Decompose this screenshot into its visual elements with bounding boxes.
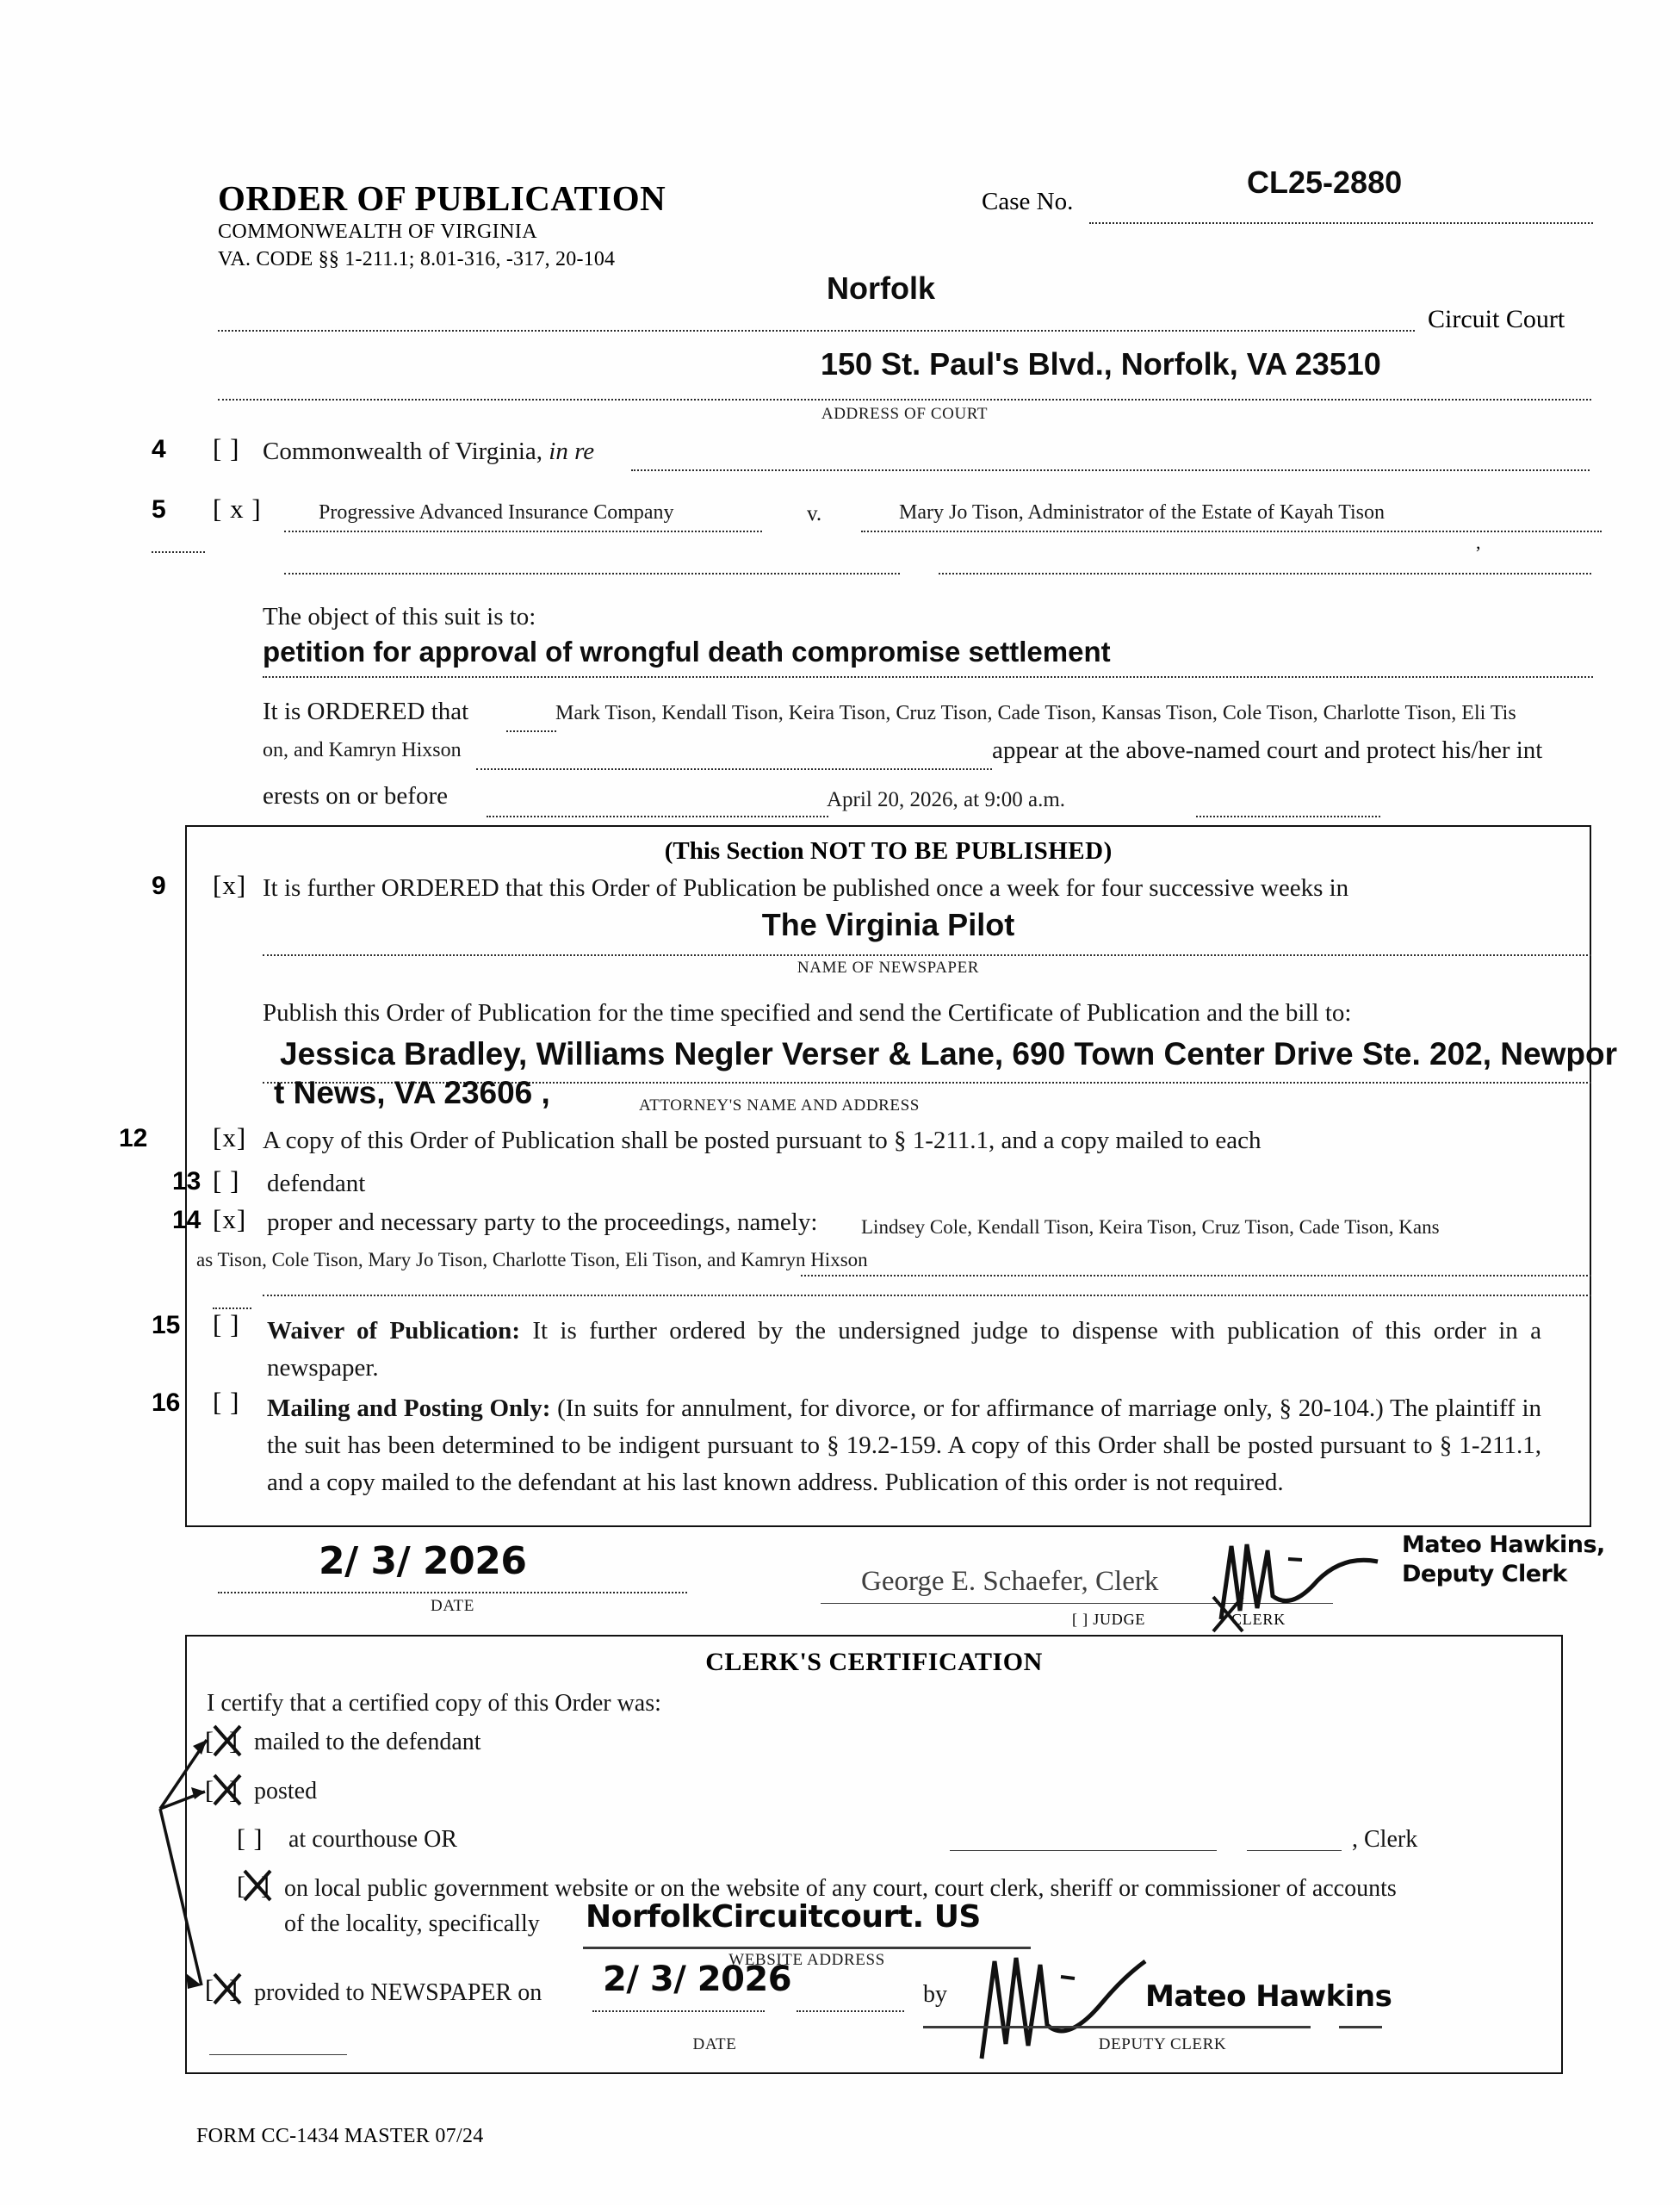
- line-number-12: 12: [119, 1124, 148, 1152]
- commonwealth-label: COMMONWEALTH OF VIRGINIA: [218, 220, 537, 243]
- not-published-heading-part3: ): [1103, 837, 1113, 865]
- website-caption: WEBSITE ADDRESS: [728, 1951, 885, 1969]
- attorney-caption: ATTORNEY'S NAME AND ADDRESS: [639, 1096, 920, 1115]
- order-date-rule: [218, 1592, 687, 1593]
- checkbox-necessary-party[interactable]: [x]: [213, 1204, 247, 1234]
- versus-label: v.: [807, 502, 822, 525]
- line-number-9: 9: [152, 872, 166, 900]
- mailing-posting-paragraph: [267, 1390, 1541, 1501]
- margin-dots-upper: [152, 551, 205, 553]
- address-of-court-caption: ADDRESS OF COURT: [821, 405, 989, 423]
- checkbox-waiver[interactable]: [ ]: [213, 1309, 240, 1339]
- ordered-names-rule: [476, 768, 992, 770]
- ordered-names-line2[interactable]: on, and Kamryn Hixson: [263, 739, 462, 761]
- case-no-label: Case No.: [982, 188, 1074, 215]
- checkbox-publish-order[interactable]: [x]: [213, 870, 247, 900]
- certification-item-mailed: mailed to the defendant: [254, 1729, 481, 1755]
- newspaper-date-rule: [592, 2010, 765, 2012]
- court-name-value[interactable]: Norfolk: [827, 270, 935, 306]
- checkbox-website[interactable]: [ ]: [237, 1872, 270, 1900]
- waiver-text: It is further ordered by the undersigned judge to dispense with publication of this order in a newspaper.: [267, 1317, 1542, 1382]
- plaintiff-value[interactable]: Progressive Advanced Insurance Company: [319, 501, 674, 524]
- newspaper-name-value[interactable]: The Virginia Pilot: [761, 907, 1015, 942]
- line-number-15: 15: [152, 1311, 181, 1339]
- certification-clerk-suffix: , Clerk: [1352, 1826, 1418, 1853]
- commonwealth-text: Commonwealth of Virginia,: [263, 438, 543, 465]
- court-address-rule: [218, 399, 1591, 401]
- checkbox-mailed-brackets[interactable]: [ ]: [205, 1727, 239, 1755]
- hearing-rule-right: [1196, 816, 1380, 817]
- object-rule: [263, 676, 1593, 678]
- line-number-13: 13: [172, 1167, 201, 1196]
- checkbox-copy-posted[interactable]: [x]: [213, 1122, 247, 1152]
- line-number-16: 16: [152, 1388, 181, 1417]
- ordered-prefix-label: It is ORDERED that: [263, 698, 469, 725]
- newspaper-date-caption: DATE: [692, 2035, 737, 2053]
- checkbox-civil-parties[interactable]: [ x ]: [213, 494, 262, 524]
- newspaper-date-rule-2: [797, 2010, 904, 2012]
- object-of-suit-label: The object of this suit is to:: [263, 603, 536, 630]
- in-re-text: in re: [549, 438, 595, 465]
- newspaper-rule: [263, 954, 1591, 956]
- certification-item-website-line2: of the locality, specifically: [284, 1910, 540, 1937]
- courthouse-clerk-rule-2: [1247, 1850, 1342, 1851]
- waiver-label: Waiver of Publication:: [267, 1317, 520, 1345]
- necessary-party-names-2[interactable]: as Tison, Cole Tison, Mary Jo Tison, Charlotte Tison, Eli Tison, and Kamryn Hixson: [196, 1249, 868, 1270]
- checkbox-newspaper[interactable]: [ ]: [205, 1975, 239, 2003]
- attorney-address-line1[interactable]: Jessica Bradley, Williams Negler Verser & Lane, 690 Town Center Drive Ste. 202, Newpor: [280, 1036, 1617, 1071]
- commonwealth-in-re-label: [263, 438, 594, 466]
- courthouse-clerk-rule-1: [950, 1850, 1217, 1851]
- newspaper-date-value[interactable]: 2/ 3/ 2026: [603, 1960, 792, 1999]
- line-number-5: 5: [152, 495, 166, 524]
- court-address-value[interactable]: 150 St. Paul's Blvd., Norfolk, VA 23510: [821, 346, 1381, 382]
- ordered-lead-rule: [506, 730, 556, 732]
- certification-item-website: on local public government website or on the website of any court, court clerk, sheriff or commissioner of accounts: [284, 1875, 1397, 1902]
- publish-instruction-text: Publish this Order of Publication for the time specified and send the Certificate of Publication and the bill to:: [263, 999, 1352, 1027]
- deputy-signature-rule-2: [1339, 2026, 1382, 2028]
- checkbox-courthouse[interactable]: [ ]: [237, 1824, 263, 1853]
- case-no-rule: [1089, 222, 1593, 224]
- deputy-clerk-caption: DEPUTY CLERK: [1098, 2035, 1227, 2053]
- parties-extra-rule-right: [939, 573, 1591, 575]
- checkbox-mailing-posting[interactable]: [ ]: [213, 1387, 240, 1417]
- defendant-value[interactable]: Mary Jo Tison, Administrator of the Estate of Kayah Tison: [899, 501, 1386, 524]
- pen-arrow-annotations: [153, 1718, 248, 2063]
- deputy-hand-line1: Mateo Hawkins,: [1402, 1531, 1605, 1558]
- necessary-party-names-1[interactable]: Lindsey Cole, Kendall Tison, Keira Tison, Cruz Tison, Cade Tison, Kans: [861, 1216, 1440, 1238]
- page-title: ORDER OF PUBLICATION: [218, 178, 666, 218]
- checkbox-commonwealth[interactable]: [ ]: [213, 433, 240, 463]
- hearing-rule: [487, 816, 828, 817]
- copy-posted-text: A copy of this Order of Publication shall be posted pursuant to § 1-211.1, and a copy mailed to each: [263, 1127, 1262, 1154]
- deputy-signature-name: Mateo Hawkins: [1145, 1979, 1392, 2014]
- mailing-posting-label: Mailing and Posting Only:: [267, 1394, 551, 1422]
- erests-prefix-label: erests on or before: [263, 782, 448, 810]
- court-name-rule: [218, 330, 1415, 332]
- in-re-rule: [631, 469, 1590, 471]
- certification-intro: I certify that a certified copy of this Order was:: [207, 1690, 661, 1717]
- court-suffix-label: Circuit Court: [1428, 305, 1565, 333]
- defendant-option-text: defendant: [267, 1170, 366, 1197]
- clerk-checkbox-x-mark: [1210, 1593, 1248, 1635]
- not-published-heading: [185, 837, 1591, 866]
- clerk-printed-name: George E. Schaefer, Clerk: [861, 1566, 1159, 1597]
- certification-item-newspaper: provided to NEWSPAPER on: [254, 1979, 542, 2006]
- certification-title: CLERK'S CERTIFICATION: [705, 1648, 1043, 1676]
- publish-order-text: It is further ORDERED that this Order of Publication be published once a week for four successive weeks in: [263, 874, 1349, 902]
- necessary-party-rule-2: [263, 1295, 1591, 1296]
- website-rule: [583, 1947, 1031, 1949]
- order-date-caption: DATE: [431, 1597, 474, 1615]
- order-date-value[interactable]: 2/ 3/ 2026: [319, 1539, 527, 1583]
- not-published-heading-part1: (This Section: [664, 837, 810, 865]
- certification-item-posted: posted: [254, 1778, 318, 1804]
- checkbox-defendant[interactable]: [ ]: [213, 1165, 240, 1196]
- deputy-hand-line2: Deputy Clerk: [1402, 1561, 1567, 1587]
- waiver-paragraph: [267, 1313, 1541, 1387]
- line-number-4: 4: [152, 435, 166, 463]
- defendant-rule: [861, 531, 1602, 532]
- attorney-address-line2[interactable]: t News, VA 23606 ,: [274, 1075, 550, 1110]
- defendant-comma: ,: [1476, 531, 1481, 553]
- by-label: by: [923, 1981, 947, 2008]
- necessary-party-rule-1: [801, 1275, 1591, 1276]
- parties-extra-rule-left: [284, 573, 900, 575]
- clerk-checkbox-label[interactable]: CLERK: [1231, 1611, 1286, 1628]
- appear-text-label: appear at the above-named court and protect his/her int: [992, 736, 1543, 764]
- object-of-suit-value[interactable]: petition for approval of wrongful death compromise settlement: [263, 636, 1111, 668]
- necessary-party-text: proper and necessary party to the proceedings, namely:: [267, 1208, 818, 1236]
- website-address-value[interactable]: NorfolkCircuitcourt. US: [586, 1899, 981, 1935]
- not-published-heading-part2: NOT TO BE PUBLISHED: [809, 837, 1104, 865]
- plaintiff-rule: [284, 531, 762, 532]
- form-id-footer: FORM CC-1434 MASTER 07/24: [196, 2125, 484, 2147]
- checkbox-posted-brackets[interactable]: [ ]: [205, 1776, 239, 1804]
- mailing-posting-text: (In suits for annulment, for divorce, or for affirmance of marriage only, § 20-104.) The plaintiff in the suit has been determined to be indigent pursuant to § 19.2-159. A copy of this Order shall be posted pursuant to § 1-211.1, and a copy mailed to the defendant at his last known address. Publication of this order is not required.: [267, 1394, 1542, 1496]
- newspaper-caption: NAME OF NEWSPAPER: [797, 959, 980, 977]
- hearing-datetime-value[interactable]: April 20, 2026, at 9:00 a.m.: [827, 788, 1066, 811]
- certification-item-courthouse: at courthouse OR: [288, 1826, 457, 1853]
- va-code-label: VA. CODE §§ 1-211.1; 8.01-316, -317, 20-104: [218, 248, 616, 270]
- case-no-value[interactable]: CL25-2880: [1247, 165, 1403, 200]
- line-number-14: 14: [172, 1206, 201, 1234]
- deputy-signature-rule: [923, 2026, 1311, 2028]
- judge-checkbox[interactable]: [ ] JUDGE: [1072, 1611, 1146, 1628]
- ordered-names-line1[interactable]: Mark Tison, Kendall Tison, Keira Tison, Cruz Tison, Cade Tison, Kansas Tison, Cole Tison, Charlotte Tison, Eli Tis: [555, 702, 1516, 724]
